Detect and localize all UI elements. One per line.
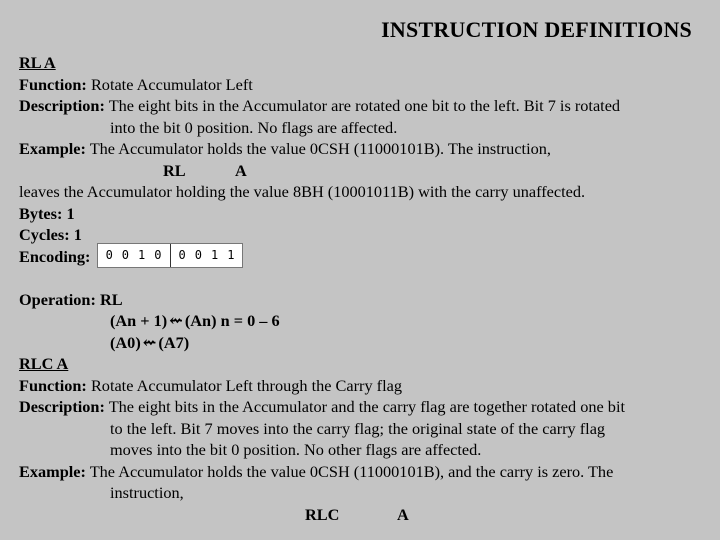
rlc-example-line <box>19 461 709 483</box>
rlc-heading: RLC A <box>19 354 69 373</box>
rl-example-label: Example: <box>19 139 86 158</box>
encoding-box <box>97 243 244 268</box>
rlc-description-text-3: moves into the bit 0 position. No other flags are affected. <box>110 440 482 459</box>
rlc-code-operand: A <box>397 504 409 524</box>
rl-operation-line-2 <box>19 332 709 354</box>
rl-operation-label: Operation: RL <box>19 289 123 309</box>
encoding-bit: 1 <box>210 248 219 263</box>
left-arrow-icon: ⇜ <box>169 311 183 330</box>
encoding-bit: 1 <box>138 248 146 263</box>
rl-result-text: leaves the Accumulator holding the value 8BH (10001011B) with the carry unaffected. <box>19 182 586 201</box>
rl-function-label: Function: <box>19 74 87 94</box>
rl-operation-1-left: (An + 1) <box>110 311 168 330</box>
encoding-bit: 0 <box>194 248 202 263</box>
rl-function-line <box>19 74 709 96</box>
rlc-section-heading <box>19 353 709 375</box>
blank-line <box>19 267 709 289</box>
rl-example-text: The Accumulator holds the value 0CSH (11000101B). The instruction, <box>89 139 551 158</box>
rl-operation-1-right: (An) n = 0 – 6 <box>184 311 280 330</box>
rlc-description-line-1 <box>19 396 709 418</box>
rl-example-line <box>19 138 709 160</box>
encoding-high-nibble <box>98 244 170 267</box>
rlc-code-mnemonic: RLC <box>305 504 340 524</box>
rlc-description-line-3 <box>19 439 709 461</box>
rlc-example-text-1: The Accumulator holds the value 0CSH (11000101B), and the carry is zero. The <box>89 461 614 481</box>
rlc-example-label: Example: <box>19 461 86 481</box>
rl-encoding-label: Encoding: <box>19 246 91 266</box>
rl-operation-2-left: (A0) <box>110 332 141 352</box>
encoding-low-nibble <box>170 244 243 267</box>
rlc-code-line <box>19 504 709 526</box>
rl-description-text-2: into the bit 0 position. No flags are affected. <box>110 117 398 137</box>
rl-description-text-1: The eight bits in the Accumulator are rotated one bit to the left. Bit 7 is rotated <box>108 96 621 115</box>
rl-bytes: Bytes: 1 <box>19 203 75 223</box>
rlc-function-text: Rotate Accumulator Left through the Carry flag <box>90 375 402 395</box>
rl-description-line-1 <box>19 95 709 117</box>
encoding-bit: 0 <box>105 248 113 263</box>
rlc-description-text-2: to the left. Bit 7 moves into the carry flag; the original state of the carry flag <box>110 418 606 438</box>
rl-result-line <box>19 181 709 203</box>
rl-operation-line-1 <box>19 310 709 332</box>
encoding-bit: 0 <box>121 248 130 263</box>
rl-operation-2-right: (A7) <box>158 332 190 352</box>
rl-section-heading <box>19 52 709 74</box>
encoding-bit: 0 <box>178 248 186 263</box>
rl-description-label: Description: <box>19 96 105 115</box>
rlc-example-line-2 <box>19 482 709 504</box>
rlc-description-label: Description: <box>19 397 105 416</box>
rl-encoding-line <box>19 246 709 268</box>
rl-cycles: Cycles: 1 <box>19 225 82 244</box>
rl-description-line-2 <box>19 117 709 139</box>
rlc-function-label: Function: <box>19 375 87 395</box>
rl-code-operand: A <box>235 160 247 180</box>
rlc-example-text-2: instruction, <box>110 483 184 502</box>
rl-code-mnemonic: RL <box>163 160 186 180</box>
left-arrow-icon: ⇜ <box>142 332 157 352</box>
rlc-description-text-1: The eight bits in the Accumulator and the carry flag are together rotated one bit <box>108 397 625 416</box>
instruction-definitions <box>19 52 709 525</box>
encoding-bit: 0 <box>154 248 162 263</box>
rl-code-line <box>19 160 709 182</box>
encoding-bit: 1 <box>227 248 235 263</box>
rl-heading: RL A <box>19 53 56 72</box>
rlc-function-line <box>19 375 709 397</box>
rlc-description-line-2 <box>19 418 709 440</box>
rl-function-text: Rotate Accumulator Left <box>90 74 253 94</box>
page-title: INSTRUCTION DEFINITIONS <box>381 17 692 42</box>
